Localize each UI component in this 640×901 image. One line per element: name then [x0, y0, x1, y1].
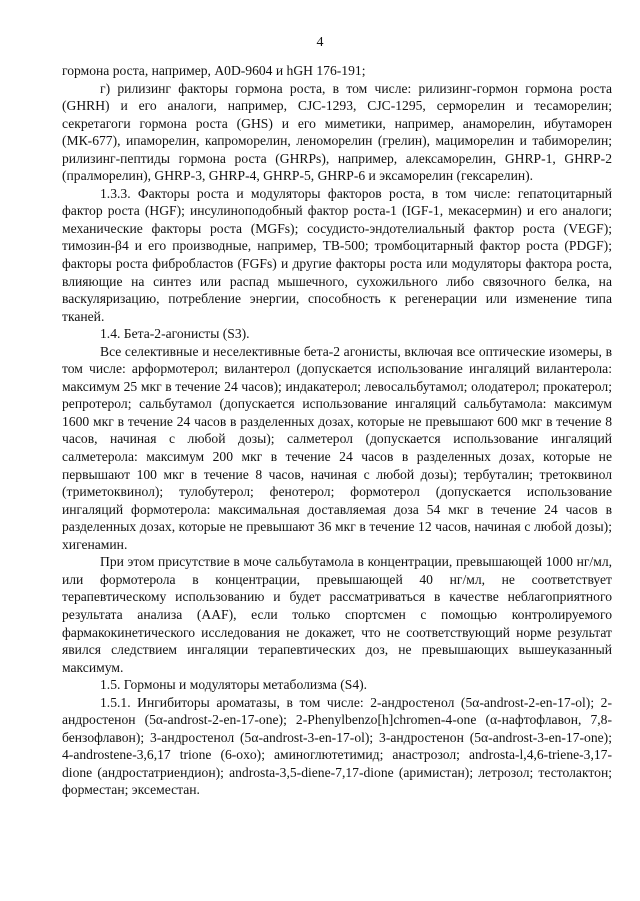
paragraph-p8: 1.5.1. Ингибиторы ароматазы, в том числе: 2-андростенол (5α-androst-2-en-17-ol); 2-андростенон (5α-androst-2-en-17-one); 2-Phenylbenzo[h]chromen-4-one (α-нафтофлавон, 7,8-бензофлавон); 3-андростенол (5α-androst-3-en-17-ol); 3-андростенон (5α-androst-3-en-17-one); 4-androstene-3,6,17 trione (6-oxo); аминоглютетимид; анастрозол; androsta-l,4,6-triene-3,17-dione (андростатриендион); androsta-3,5-diene-7,17-dione (аримистан); летрозол; тестолактон; форместан; эксеместан.: [62, 694, 612, 798]
page-number: 4: [316, 35, 324, 50]
body-text: [62, 62, 612, 799]
paragraph-p2: г) рилизинг факторы гормона роста, в том числе: рилизинг-гормон гормона роста (GHRH) и его аналоги, например, CJC-1293, CJC-1295, серморелин и тесаморелин; секретагоги гормона роста (GHS) и его миметики, например, анаморелин, ибутаморен (МК-677), ипаморелин, капроморелин, леноморелин (грелин), мациморелин и табиморелин; рилизинг-пептиды гормона роста (GHRPs), например, алексаморелин, GHRP-1, GHRP-2 (пралморелин), GHRP-3, GHRP-4, GHRP-5, GHRP-6 и эксаморелин (гексарелин).: [62, 80, 612, 184]
paragraph-p5: Все селективные и неселективные бета-2 агонисты, включая все оптические изомеры, в том числе: арформотерол; вилантерол (допускается использование ингаляций вилантерола: максимум 25 мкг в течение 24 часов); индакатерол; левосальбутамол; олодатерол; прокатерол; репротерол; сальбутамол (допускается использование ингаляций сальбутамола: максимум 1600 мкг в течение 24 часов в разделенных дозах, которые не превышают 600 мкг в течение 8 часов, начиная с любой дозы); салметерол (допускается использование ингаляций салметерола: максимум 200 мкг в течение 24 часов в разделенных дозах, которые не первышают 100 мкг в течение 8 часов, начиная с любой дозы); тербуталин; третоквинол (триметоквинол); тулобутерол; фенотерол; формотерол (допускается использование ингаляций формотерола: максимальная доставляемая доза 54 мкг в течение 24 часов в разделенных дозах, которые не превышают 36 мкг в течение 12 часов, начиная с любой дозы); хигенамин.: [62, 343, 612, 552]
paragraph-p6: При этом присутствие в моче сальбутамола в концентрации, превышающей 1000 нг/мл, или формотерола в концентрации, превышающей 40 нг/мл, не соответствует терапевтическому использованию и будет рассматриваться в качестве неблагоприятного результата анализа (AAF), если только спортсмен с помощью контролируемого фармакокинетического исследования не докажет, что не соответствующий норме результат явился следствием ингаляции терапевтических доз, не превышающих вышеуказанный максимум.: [62, 554, 612, 675]
paragraph-p1: гормона роста, например, A0D-9604 и hGH 176-191;: [62, 63, 366, 78]
paragraph-p3: 1.3.3. Факторы роста и модуляторы факторов роста, в том числе: гепатоцитарный фактор роста (HGF); инсулиноподобный фактор роста-1 (IGF-1, мекасермин) и его аналоги; механические факторы роста (MGFs); сосудисто-эндотелиальный фактор роста (VEGF); тимозин-β4 и его производные, например, ТВ-500; тромбоцитарный фактор роста (PDGF); факторы роста фибробластов (FGFs) и другие факторы роста или модуляторы фактора роста, влияющие на синтез или распад мышечного, сухожильного либо связочного белка, на васкуляризацию, потребление энергии, способность к регенерации или изменение типа тканей.: [62, 185, 612, 324]
paragraph-p4: 1.4. Бета-2-агонисты (S3).: [100, 326, 250, 342]
paragraph-p7: 1.5. Гормоны и модуляторы метаболизма (S4).: [100, 677, 368, 693]
